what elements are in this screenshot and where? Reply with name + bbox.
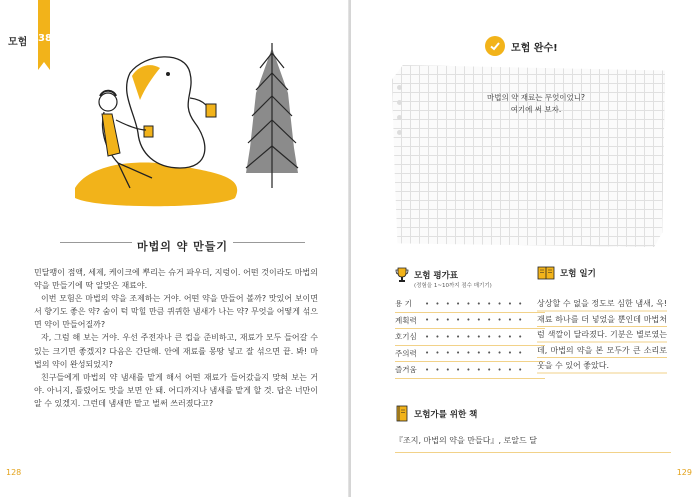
page-number-right: 129	[676, 468, 692, 477]
complete-label: 모험 완수!	[511, 42, 558, 54]
adventure-number: 38	[38, 0, 50, 62]
page-title: 마법의 약 만들기	[136, 240, 229, 253]
paragraph: 친구들에게 마법의 약 냄새를 맡게 해서 어떤 재료가 들어갔을지 맞혀 보는 거야. 아니지, 틀렸어도 맛을 보면 안 돼. 어디까지나 냄새를 맡게 할 것. 답은 너만이 알 수 있겠지. 그런데 냄새만 맡고 벌써 쓰러졌다고?	[34, 372, 318, 408]
writing-prompt	[451, 92, 621, 116]
page-number-left: 128	[6, 468, 22, 477]
diary-heading	[537, 266, 596, 280]
illustration-potion	[60, 38, 300, 208]
eval-row-name: 호기심	[395, 332, 417, 342]
check-icon	[485, 36, 505, 56]
adventure-tab	[0, 0, 52, 62]
eval-row-name: 용 기	[395, 299, 412, 309]
books-heading	[395, 405, 477, 423]
diary-book-icon	[537, 266, 555, 280]
books-title: 모험가를 위한 책	[414, 410, 478, 420]
book-reference: 『조지, 마법의 약을 만들다』, 로알드 달	[395, 436, 537, 445]
eval-subtitle: (정험을 1~10까지 점수 매기기)	[414, 283, 492, 289]
eval-row-dots: • • • • • • • • • •	[425, 316, 525, 325]
eval-row	[395, 362, 545, 379]
diary-title: 모험 일기	[560, 269, 596, 279]
punch-holes	[397, 85, 403, 145]
body-text	[34, 266, 318, 410]
left-page	[0, 0, 349, 497]
eval-row-dots: • • • • • • • • • •	[425, 299, 525, 308]
title-block	[60, 235, 305, 254]
eval-row	[395, 346, 545, 363]
paragraph: 이번 모험은 마법의 약을 조제하는 거야. 어떤 약을 만들어 볼까? 맛있어 보이면서 향기도 좋은 약? 숨이 턱 막힐 만큼 퀴퀴한 냄새가 나는 약? 무엇을 어떻게 섞으면 약이 만들어질까?	[34, 294, 318, 330]
prompt-line: 여기에 써 보자.	[510, 105, 562, 114]
eval-row	[395, 296, 545, 313]
book-icon	[395, 405, 409, 423]
right-page	[351, 0, 700, 497]
prompt-line: 마법의 약 재료는 무엇이었니?	[486, 93, 586, 102]
eval-row-name: 주의력	[395, 348, 417, 358]
trophy-icon	[395, 267, 409, 283]
eval-row-dots: • • • • • • • • • •	[425, 349, 525, 358]
diary-text: 상상할 수 없을 정도로 심한 냄새, 윽! 재료 하나를 더 넣었을 뿐인데 마법처럼 색깔이 달라졌다. 기분은 별로였는데, 마법의 약을 본 모두가 큰 소리로 웃을 수 있어 좋았다.	[537, 296, 667, 374]
eval-row	[395, 329, 545, 346]
reference-rule	[395, 452, 671, 453]
paragraph: 민달팽이 점액, 세제, 케이크에 뿌리는 슈거 파우더, 지렁이. 어떤 것이라도 마법의 약을 만들기에 딱 알맞은 재료야.	[34, 268, 318, 291]
eval-subtitle-wrap	[414, 281, 492, 289]
eval-title: 모험 평가표	[414, 271, 459, 281]
title-rule-right	[233, 242, 305, 243]
eval-row-name: 즐거움	[395, 365, 417, 375]
eval-row-dots: • • • • • • • • • •	[425, 365, 525, 374]
eval-row-name: 계획력	[395, 315, 417, 325]
eval-row-dots: • • • • • • • • • •	[425, 332, 525, 341]
eval-row	[395, 313, 545, 330]
title-rule-left	[60, 242, 132, 243]
paragraph: 자, 그럼 해 보는 거야. 우선 주전자나 큰 컵을 준비하고, 재료가 모두 들어갈 수 있는 크기면 좋겠지? 다음은 간단해. 안에 재료를 몽땅 넣고 잘 섞으면 끝. 봐! 마법의 약이 완성되었지?	[34, 333, 318, 369]
adventure-complete-heading	[485, 35, 558, 57]
eval-table	[395, 296, 545, 379]
tab-label: 모험	[8, 37, 28, 48]
